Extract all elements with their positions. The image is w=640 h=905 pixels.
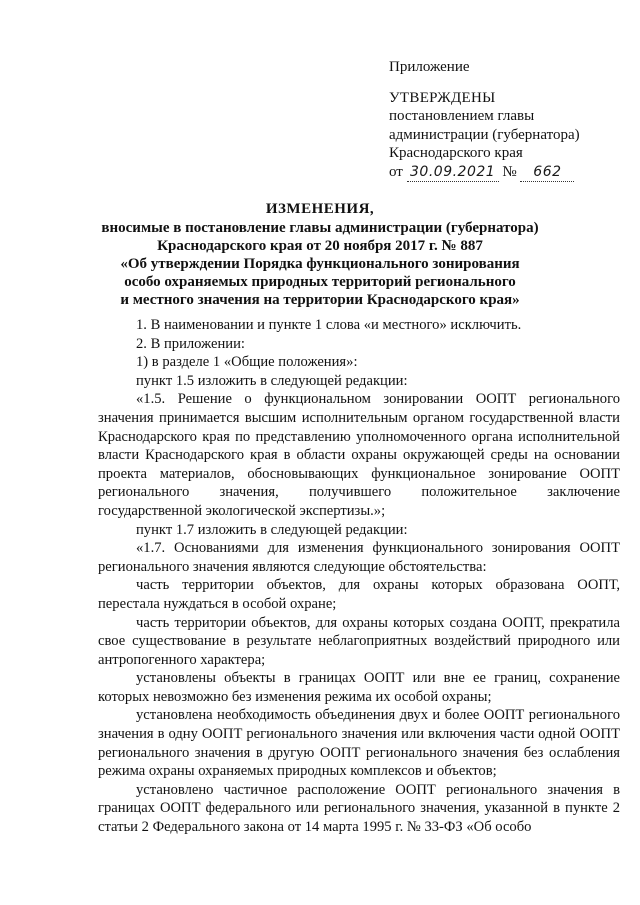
approved-label: УТВЕРЖДЕНЫ (389, 89, 496, 106)
paragraph: пункт 1.7 изложить в следующей редакции: (136, 521, 408, 538)
paragraph: пункт 1.5 изложить в следующей редакции: (136, 372, 408, 389)
title-line: и местного значения на территории Краснодарского края» (120, 292, 520, 308)
paragraph: 1. В наименовании и пункте 1 слова «и местного» исключить. (136, 317, 522, 333)
date-prefix: от (389, 163, 403, 180)
paragraph: «1.5. Решение о функциональном зонировании ООПТ регионального значения принимается высшим исполнительным органом государственной власти Краснодарского края по представлению уполномоченного органа исполнительной власти Краснодарского края в области охраны окружающей среды на основании проекта материалов, обосновывающих функциональное зонирование ООПТ регионального значения, получившего положительное заключение государственной экологической экспертизы.»; (98, 391, 620, 519)
handwritten-date: 30.09.2021 (407, 163, 499, 183)
paragraph: 2. В приложении: (136, 335, 245, 352)
title-line: Краснодарского края от 20 ноября 2017 г. № 887 (157, 238, 483, 254)
title-line: «Об утверждении Порядка функционального зонирования (120, 256, 520, 272)
paragraph: установлена необходимость объединения двух и более ООПТ регионального значения в одну ООПТ регионального значения или включения части одной ООПТ регионального значения в другую ООПТ регионального значения без ослабления режима охраны охраняемых природных комплексов и объектов; (98, 707, 620, 780)
appendix-label: Приложение (389, 59, 470, 75)
title-main: ИЗМЕНЕНИЯ, (265, 201, 375, 217)
document-title (60, 200, 580, 309)
title-line: вносимые в постановление главы администрации (губернатора) (101, 220, 539, 236)
paragraph: установлено частичное расположение ООПТ регионального значения в границах ООПТ федерального или регионального значения, указанной в пункте 2 статьи 2 Федерального закона от 14 марта 1995 г. № 33-ФЗ «Об особо (98, 781, 620, 836)
handwritten-number: 662 (520, 163, 574, 183)
approval-line-1: постановлением главы (389, 108, 535, 124)
document-body (98, 316, 620, 837)
approval-date-line (389, 163, 629, 183)
approval-line-2: администрации (губернатора) (389, 126, 580, 143)
approval-block (389, 58, 629, 182)
paragraph: часть территории объектов, для охраны которых создана ООПТ, прекратила свое существование в результате неблагоприятных воздействий природного или антропогенного характера; (98, 614, 620, 668)
number-prefix: № (502, 163, 517, 180)
paragraph: «1.7. Основаниями для изменения функционального зонирования ООПТ регионального значения являются следующие обстоятельства: (98, 540, 620, 575)
paragraph: 1) в разделе 1 «Общие положения»: (136, 354, 358, 371)
paragraph: часть территории объектов, для охраны которых образована ООПТ, перестала нуждаться в особой охране; (98, 577, 620, 612)
paragraph: установлены объекты в границах ООПТ или вне ее границ, сохранение которых невозможно без изменения режима их особой охраны; (98, 670, 620, 705)
title-line: особо охраняемых природных территорий регионального (124, 274, 516, 290)
approval-line-3: Краснодарского края (389, 145, 523, 161)
